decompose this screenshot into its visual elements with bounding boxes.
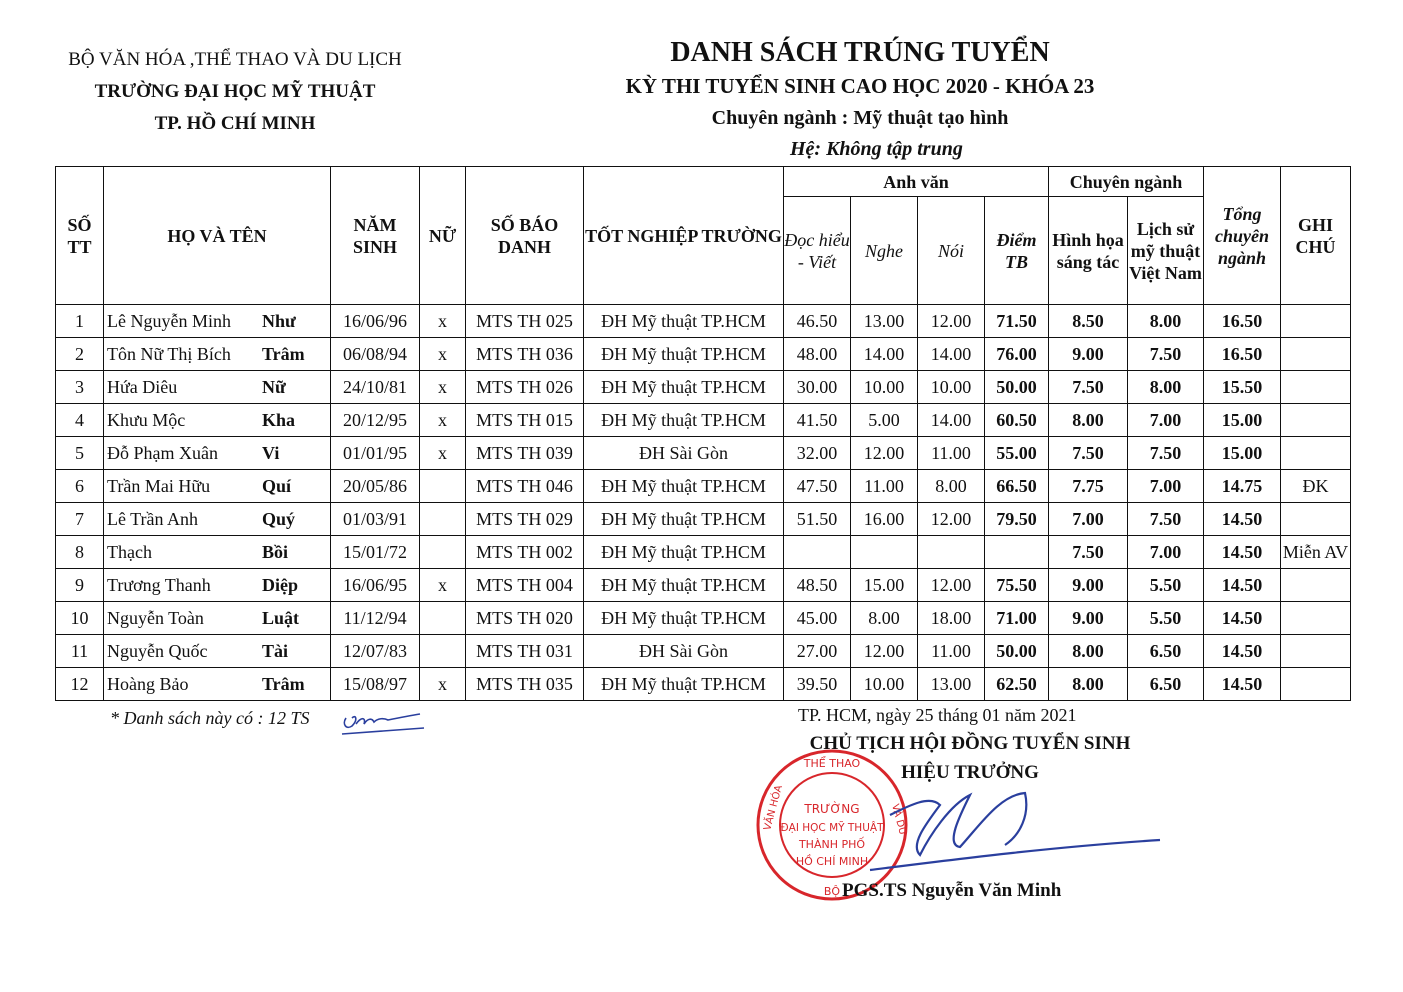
cell-history: 6.50 — [1128, 668, 1204, 701]
cell-stt: 2 — [56, 338, 104, 371]
cell-stt: 4 — [56, 404, 104, 437]
cell-female: x — [420, 404, 466, 437]
svg-text:TRƯỜNG: TRƯỜNG — [804, 802, 860, 816]
table-row — [56, 437, 1351, 470]
study-mode: Hệ: Không tập trung — [790, 138, 963, 160]
cell-speaking: 14.00 — [918, 404, 985, 437]
cell-name — [104, 437, 331, 470]
cell-note — [1281, 338, 1351, 371]
header-speaking: Nói — [918, 197, 985, 305]
given-name: Diệp — [262, 575, 298, 595]
cell-stt: 3 — [56, 371, 104, 404]
given-name: Luật — [262, 608, 300, 628]
header-major: Chuyên ngành — [1049, 167, 1204, 197]
cell-avg: 50.00 — [985, 635, 1049, 668]
cell-avg: 62.50 — [985, 668, 1049, 701]
cell-history: 7.00 — [1128, 536, 1204, 569]
cell-total: 14.50 — [1204, 536, 1281, 569]
cell-birth: 20/05/86 — [331, 470, 420, 503]
svg-text:THỂ THAO: THỂ THAO — [803, 757, 861, 770]
university-name: TRƯỜNG ĐẠI HỌC MỸ THUẬT — [94, 81, 376, 102]
cell-sbd: MTS TH 046 — [466, 470, 584, 503]
svg-text:ĐẠI HỌC MỸ THUẬT: ĐẠI HỌC MỸ THUẬT — [780, 822, 884, 834]
cell-school: ĐH Mỹ thuật TP.HCM — [584, 305, 784, 338]
cell-reading: 41.50 — [784, 404, 851, 437]
given-name: Tài — [262, 641, 289, 661]
cell-note — [1281, 635, 1351, 668]
cell-reading: 27.00 — [784, 635, 851, 668]
cell-reading: 47.50 — [784, 470, 851, 503]
document-heading — [560, 36, 1160, 134]
cell-note — [1281, 602, 1351, 635]
table-row — [56, 569, 1351, 602]
cell-history: 7.00 — [1128, 404, 1204, 437]
given-name: Kha — [262, 410, 296, 430]
table-row — [56, 305, 1351, 338]
table-row — [56, 536, 1351, 569]
cell-history: 6.50 — [1128, 635, 1204, 668]
cell-reading: 46.50 — [784, 305, 851, 338]
cell-history: 8.00 — [1128, 371, 1204, 404]
major-line: Chuyên ngành : Mỹ thuật tạo hình — [711, 107, 1009, 129]
cell-stt: 12 — [56, 668, 104, 701]
cell-drawing: 9.00 — [1049, 338, 1128, 371]
cell-total: 16.50 — [1204, 305, 1281, 338]
table-row — [56, 404, 1351, 437]
cell-reading: 51.50 — [784, 503, 851, 536]
cell-birth: 11/12/94 — [331, 602, 420, 635]
header-listening: Nghe — [851, 197, 918, 305]
cell-speaking: 10.00 — [918, 371, 985, 404]
cell-name — [104, 470, 331, 503]
cell-drawing: 7.50 — [1049, 371, 1128, 404]
cell-listening: 12.00 — [851, 437, 918, 470]
ministry-name: BỘ VĂN HÓA ,THỂ THAO VÀ DU LỊCH — [68, 49, 402, 70]
cell-female: x — [420, 305, 466, 338]
cell-listening: 10.00 — [851, 371, 918, 404]
family-name: Hứa Diêu — [107, 377, 178, 397]
cell-female: x — [420, 371, 466, 404]
svg-text:VÀ DU: VÀ DU — [889, 802, 908, 836]
cell-name — [104, 338, 331, 371]
table-row — [56, 668, 1351, 701]
header-sbd: SỐ BÁO DANH — [466, 167, 584, 305]
cell-name — [104, 503, 331, 536]
cell-total: 14.50 — [1204, 569, 1281, 602]
cell-speaking: 11.00 — [918, 635, 985, 668]
cell-drawing: 9.00 — [1049, 569, 1128, 602]
cell-reading: 30.00 — [784, 371, 851, 404]
cell-speaking: 18.00 — [918, 602, 985, 635]
cell-stt: 11 — [56, 635, 104, 668]
cell-birth: 15/01/72 — [331, 536, 420, 569]
cell-female — [420, 635, 466, 668]
document-subtitle: KỲ THI TUYỂN SINH CAO HỌC 2020 - KHÓA 23 — [625, 74, 1095, 98]
cell-name — [104, 635, 331, 668]
cell-stt: 7 — [56, 503, 104, 536]
cell-listening: 13.00 — [851, 305, 918, 338]
cell-total: 15.50 — [1204, 371, 1281, 404]
cell-total: 15.00 — [1204, 404, 1281, 437]
table-row — [56, 470, 1351, 503]
cell-sbd: MTS TH 002 — [466, 536, 584, 569]
cell-name — [104, 536, 331, 569]
cell-avg: 76.00 — [985, 338, 1049, 371]
family-name: Khưu Mộc — [107, 410, 186, 430]
header-female: NỮ — [420, 167, 466, 305]
cell-total: 14.50 — [1204, 602, 1281, 635]
cell-birth: 20/12/95 — [331, 404, 420, 437]
header-drawing: Hình họa sáng tác — [1049, 197, 1128, 305]
cell-female — [420, 503, 466, 536]
header-school: TỐT NGHIỆP TRƯỜNG — [584, 167, 784, 305]
cell-drawing: 8.50 — [1049, 305, 1128, 338]
cell-reading: 39.50 — [784, 668, 851, 701]
cell-history: 7.00 — [1128, 470, 1204, 503]
document-title: DANH SÁCH TRÚNG TUYỂN — [670, 37, 1050, 68]
header-avg: Điểm TB — [985, 197, 1049, 305]
cell-name — [104, 371, 331, 404]
cell-note — [1281, 305, 1351, 338]
cell-stt: 1 — [56, 305, 104, 338]
cell-school: ĐH Mỹ thuật TP.HCM — [584, 338, 784, 371]
cell-note — [1281, 404, 1351, 437]
family-name: Tôn Nữ Thị Bích — [107, 344, 231, 364]
cell-school: ĐH Mỹ thuật TP.HCM — [584, 503, 784, 536]
cell-history: 7.50 — [1128, 437, 1204, 470]
table-body — [56, 305, 1351, 701]
cell-sbd: MTS TH 031 — [466, 635, 584, 668]
city-name: TP. HỒ CHÍ MINH — [154, 113, 316, 134]
cell-note — [1281, 437, 1351, 470]
cell-history: 5.50 — [1128, 602, 1204, 635]
cell-birth: 15/08/97 — [331, 668, 420, 701]
cell-drawing: 7.75 — [1049, 470, 1128, 503]
cell-school: ĐH Mỹ thuật TP.HCM — [584, 404, 784, 437]
cell-drawing: 7.50 — [1049, 536, 1128, 569]
cell-birth: 01/01/95 — [331, 437, 420, 470]
cell-stt: 5 — [56, 437, 104, 470]
family-name: Lê Nguyễn Minh — [107, 311, 231, 331]
cell-listening: 15.00 — [851, 569, 918, 602]
cell-speaking: 8.00 — [918, 470, 985, 503]
cell-listening: 16.00 — [851, 503, 918, 536]
family-name: Hoàng Bảo — [107, 674, 189, 694]
cell-birth: 24/10/81 — [331, 371, 420, 404]
cell-birth: 16/06/95 — [331, 569, 420, 602]
chair-title: CHỦ TỊCH HỘI ĐỒNG TUYỂN SINH — [809, 733, 1131, 754]
cell-female — [420, 602, 466, 635]
cell-birth: 06/08/94 — [331, 338, 420, 371]
cell-avg: 60.50 — [985, 404, 1049, 437]
cell-speaking: 11.00 — [918, 437, 985, 470]
cell-avg: 75.50 — [985, 569, 1049, 602]
svg-text:HỒ CHÍ MINH: HỒ CHÍ MINH — [795, 855, 869, 868]
cell-avg — [985, 536, 1049, 569]
issue-date: TP. HCM, ngày 25 tháng 01 năm 2021 — [798, 705, 1077, 725]
cell-total: 14.75 — [1204, 470, 1281, 503]
header-total: Tổng chuyên ngành — [1204, 167, 1281, 305]
header-name: HỌ VÀ TÊN — [104, 167, 331, 305]
cell-drawing: 8.00 — [1049, 635, 1128, 668]
table-row — [56, 371, 1351, 404]
cell-sbd: MTS TH 025 — [466, 305, 584, 338]
cell-speaking: 12.00 — [918, 503, 985, 536]
given-name: Quí — [262, 476, 292, 496]
cell-note — [1281, 569, 1351, 602]
cell-female: x — [420, 338, 466, 371]
header-history: Lịch sử mỹ thuật Việt Nam — [1128, 197, 1204, 305]
cell-avg: 71.50 — [985, 305, 1049, 338]
cell-sbd: MTS TH 004 — [466, 569, 584, 602]
cell-listening: 11.00 — [851, 470, 918, 503]
cell-birth: 01/03/91 — [331, 503, 420, 536]
svg-text:VĂN HÓA: VĂN HÓA — [762, 784, 785, 832]
admission-table — [55, 166, 1351, 701]
given-name: Bồi — [262, 542, 289, 562]
table-row — [56, 338, 1351, 371]
cell-history: 5.50 — [1128, 569, 1204, 602]
cell-female — [420, 536, 466, 569]
cell-history: 7.50 — [1128, 503, 1204, 536]
cell-speaking: 12.00 — [918, 305, 985, 338]
cell-stt: 6 — [56, 470, 104, 503]
cell-note — [1281, 668, 1351, 701]
header-note: GHI CHÚ — [1281, 167, 1351, 305]
cell-total: 15.00 — [1204, 437, 1281, 470]
table-row — [56, 635, 1351, 668]
cell-total: 16.50 — [1204, 338, 1281, 371]
cell-total: 14.50 — [1204, 503, 1281, 536]
cell-female — [420, 470, 466, 503]
cell-birth: 16/06/96 — [331, 305, 420, 338]
cell-avg: 66.50 — [985, 470, 1049, 503]
family-name: Đỗ Phạm Xuân — [107, 443, 218, 463]
cell-listening: 10.00 — [851, 668, 918, 701]
given-name: Nữ — [262, 377, 286, 397]
svg-text:BỘ: BỘ — [823, 885, 841, 898]
cell-speaking: 12.00 — [918, 569, 985, 602]
header-birth: NĂM SINH — [331, 167, 420, 305]
cell-reading: 32.00 — [784, 437, 851, 470]
cell-drawing: 7.00 — [1049, 503, 1128, 536]
cell-female: x — [420, 569, 466, 602]
cell-school: ĐH Mỹ thuật TP.HCM — [584, 470, 784, 503]
cell-avg: 50.00 — [985, 371, 1049, 404]
cell-note: ĐK — [1281, 470, 1351, 503]
cell-sbd: MTS TH 015 — [466, 404, 584, 437]
cell-sbd: MTS TH 020 — [466, 602, 584, 635]
cell-total: 14.50 — [1204, 635, 1281, 668]
cell-total: 14.50 — [1204, 668, 1281, 701]
family-name: Trương Thanh — [107, 575, 211, 595]
cell-school: ĐH Sài Gòn — [584, 635, 784, 668]
cell-listening: 8.00 — [851, 602, 918, 635]
cell-school: ĐH Mỹ thuật TP.HCM — [584, 668, 784, 701]
rector-signature — [830, 785, 1170, 895]
cell-drawing: 7.50 — [1049, 437, 1128, 470]
initial-signature — [338, 704, 428, 740]
cell-sbd: MTS TH 029 — [466, 503, 584, 536]
cell-reading: 48.00 — [784, 338, 851, 371]
cell-sbd: MTS TH 039 — [466, 437, 584, 470]
cell-avg: 55.00 — [985, 437, 1049, 470]
cell-female: x — [420, 437, 466, 470]
ministry-header — [40, 44, 430, 140]
cell-history: 8.00 — [1128, 305, 1204, 338]
svg-text:THÀNH PHỐ: THÀNH PHỐ — [798, 838, 866, 851]
family-name: Nguyễn Toàn — [107, 608, 204, 628]
given-name: Trâm — [262, 344, 305, 364]
cell-avg: 71.00 — [985, 602, 1049, 635]
family-name: Lê Trần Anh — [107, 509, 199, 529]
family-name: Thạch — [107, 542, 152, 562]
cell-school: ĐH Mỹ thuật TP.HCM — [584, 569, 784, 602]
given-name: Quý — [262, 509, 296, 529]
cell-stt: 10 — [56, 602, 104, 635]
given-name: Trâm — [262, 674, 305, 694]
cell-reading — [784, 536, 851, 569]
cell-school: ĐH Mỹ thuật TP.HCM — [584, 371, 784, 404]
cell-drawing: 8.00 — [1049, 668, 1128, 701]
cell-sbd: MTS TH 035 — [466, 668, 584, 701]
cell-school: ĐH Mỹ thuật TP.HCM — [584, 536, 784, 569]
cell-avg: 79.50 — [985, 503, 1049, 536]
cell-history: 7.50 — [1128, 338, 1204, 371]
header-reading: Đọc hiểu - Viết — [784, 197, 851, 305]
cell-note — [1281, 371, 1351, 404]
cell-listening — [851, 536, 918, 569]
cell-drawing: 8.00 — [1049, 404, 1128, 437]
cell-name — [104, 305, 331, 338]
cell-reading: 48.50 — [784, 569, 851, 602]
cell-name — [104, 602, 331, 635]
cell-stt: 8 — [56, 536, 104, 569]
cell-sbd: MTS TH 036 — [466, 338, 584, 371]
cell-stt: 9 — [56, 569, 104, 602]
cell-listening: 14.00 — [851, 338, 918, 371]
cell-speaking — [918, 536, 985, 569]
cell-female: x — [420, 668, 466, 701]
header-english: Anh văn — [784, 167, 1049, 197]
cell-school: ĐH Mỹ thuật TP.HCM — [584, 602, 784, 635]
given-name: Vi — [262, 443, 280, 463]
cell-note — [1281, 503, 1351, 536]
given-name: Như — [262, 311, 296, 331]
cell-name — [104, 569, 331, 602]
cell-speaking: 13.00 — [918, 668, 985, 701]
cell-birth: 12/07/83 — [331, 635, 420, 668]
table-row — [56, 503, 1351, 536]
cell-note: Miễn AV — [1281, 536, 1351, 569]
table-row — [56, 602, 1351, 635]
cell-drawing: 9.00 — [1049, 602, 1128, 635]
cell-listening: 5.00 — [851, 404, 918, 437]
cell-reading: 45.00 — [784, 602, 851, 635]
cell-school: ĐH Sài Gòn — [584, 437, 784, 470]
rector-title: HIỆU TRƯỞNG — [901, 762, 1039, 783]
cell-listening: 12.00 — [851, 635, 918, 668]
family-name: Nguyễn Quốc — [107, 641, 208, 661]
cell-sbd: MTS TH 026 — [466, 371, 584, 404]
cell-name — [104, 404, 331, 437]
cell-speaking: 14.00 — [918, 338, 985, 371]
family-name: Trần Mai Hữu — [107, 476, 211, 496]
signer-name: PGS.TS Nguyễn Văn Minh — [842, 880, 1062, 901]
header-stt: SỐ TT — [56, 167, 104, 305]
list-count-note: * Danh sách này có : 12 TS — [110, 708, 310, 728]
cell-name — [104, 668, 331, 701]
